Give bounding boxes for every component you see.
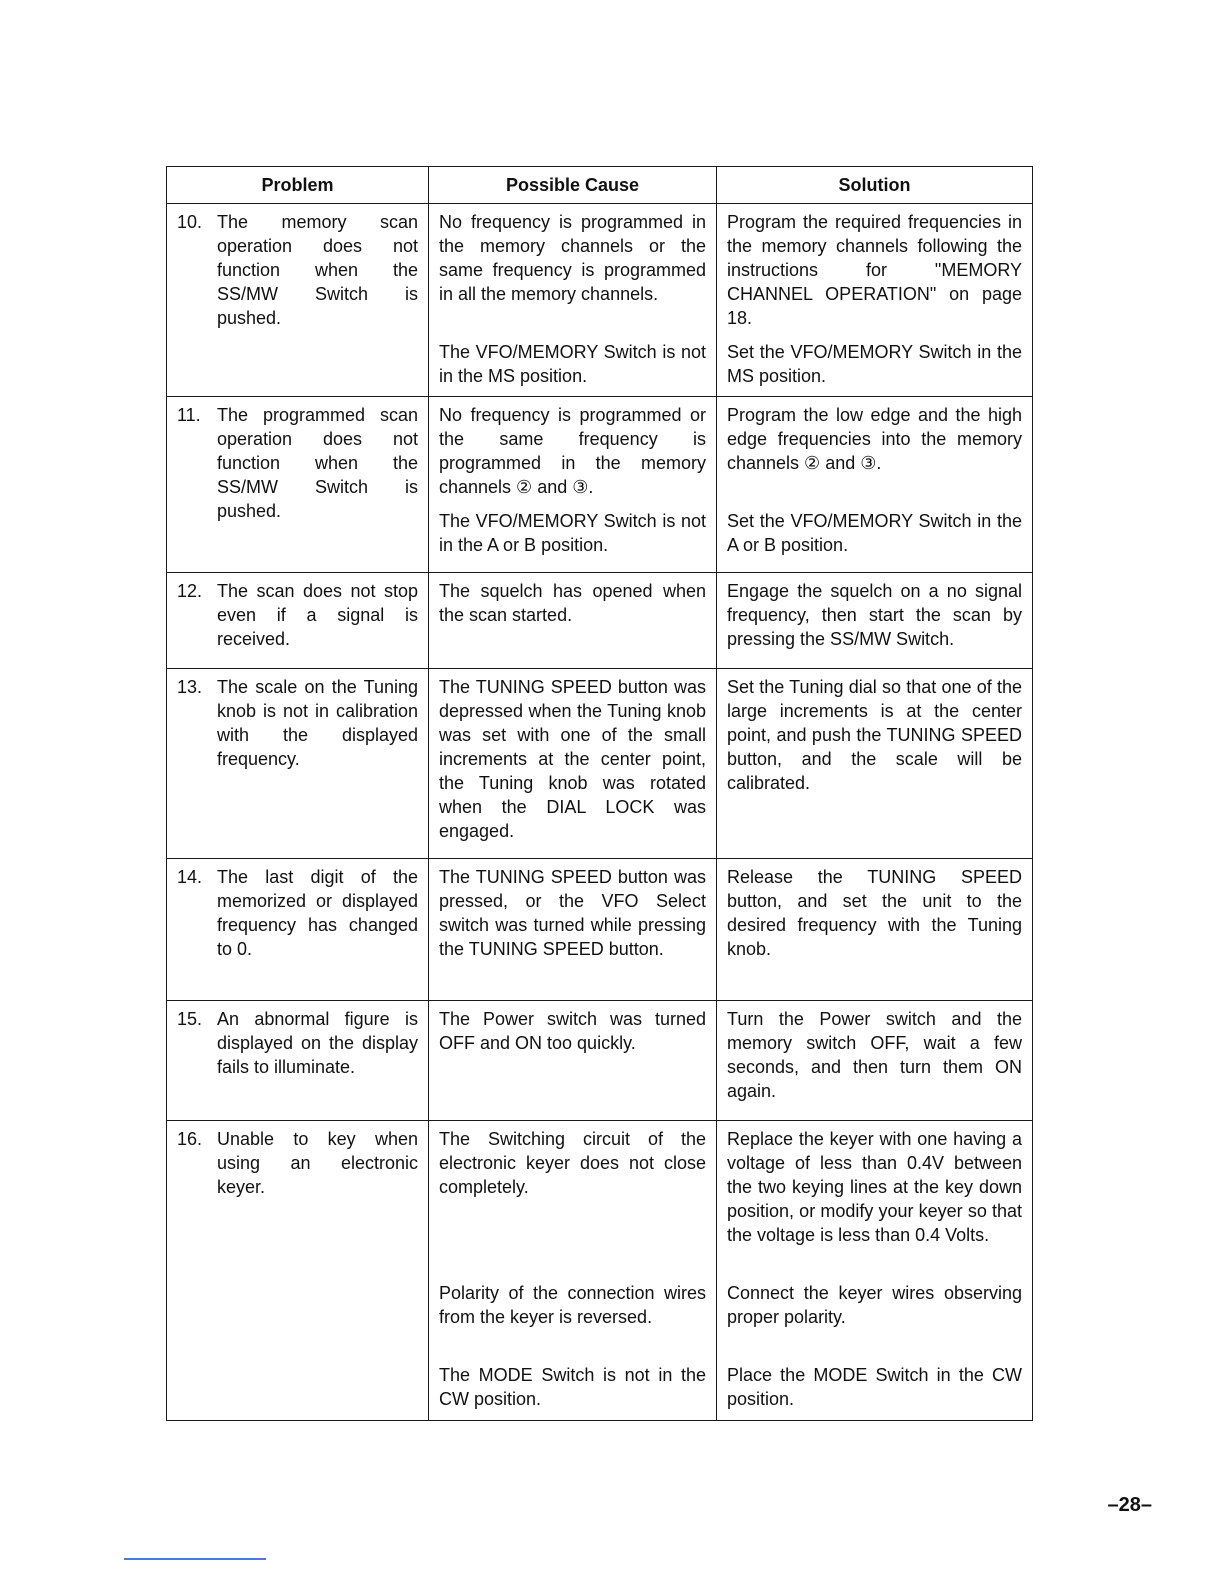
cause-text: The VFO/MEMORY Switch is not in the MS position. <box>439 342 706 386</box>
solution-text: Set the VFO/MEMORY Switch in the A or B position. <box>727 511 1022 555</box>
problem-cell <box>167 204 429 397</box>
solution-cell <box>717 859 1033 1001</box>
problem-text: An abnormal figure is displayed on the display fails to illuminate. <box>217 1009 418 1077</box>
cause-text: The Power switch was turned OFF and ON too quickly. <box>439 1009 706 1053</box>
table-row <box>167 1121 1033 1421</box>
cause-text: The Switching circuit of the electronic keyer does not close completely. <box>439 1129 706 1197</box>
row-number: 10. <box>177 212 203 232</box>
solution-cell <box>717 397 1033 573</box>
footer-rule <box>124 1558 266 1560</box>
cause-cell <box>429 1001 717 1121</box>
cause-cell <box>429 573 717 669</box>
cause-text: Polarity of the connection wires from the keyer is reversed. <box>439 1283 706 1327</box>
row-number: 12. <box>177 581 203 601</box>
problem-cell <box>167 669 429 859</box>
solution-cell <box>717 669 1033 859</box>
problem-cell <box>167 1001 429 1121</box>
troubleshooting-table <box>166 166 1033 1421</box>
header-solution: Solution <box>717 167 1033 204</box>
solution-text: Connect the keyer wires observing proper polarity. <box>727 1283 1022 1327</box>
header-possible-cause: Possible Cause <box>429 167 717 204</box>
problem-text: The last digit of the memorized or displayed frequency has changed to 0. <box>217 867 418 959</box>
row-number: 11. <box>177 405 201 425</box>
table-row <box>167 573 1033 669</box>
table-header-row <box>167 167 1033 204</box>
row-number: 15. <box>177 1009 203 1029</box>
cause-text: The TUNING SPEED button was pressed, or the VFO Select switch was turned while pressing the TUNING SPEED button. <box>439 867 706 959</box>
problem-text: Unable to key when using an electronic keyer. <box>217 1129 418 1197</box>
problem-text: The scan does not stop even if a signal is received. <box>217 581 418 649</box>
row-number: 14. <box>177 867 203 887</box>
problem-cell <box>167 397 429 573</box>
solution-text: Turn the Power switch and the memory switch OFF, wait a few seconds, and then turn them ON again. <box>727 1009 1022 1101</box>
row-number: 16. <box>177 1129 203 1149</box>
solution-text: Program the required frequencies in the memory channels following the instructions for "MEMORY CHANNEL OPERATION" on page 18. <box>727 212 1022 328</box>
table-row <box>167 669 1033 859</box>
solution-cell <box>717 204 1033 397</box>
cause-cell <box>429 669 717 859</box>
cause-cell <box>429 859 717 1001</box>
solution-text: Set the Tuning dial so that one of the large increments is at the center point, and push the TUNING SPEED button, and the scale will be calibrated. <box>727 677 1022 793</box>
cause-text: No frequency is programmed in the memory channels or the same frequency is programmed in all the memory channels. <box>439 212 706 304</box>
problem-text: The memory scan operation does not function when the SS/MW Switch is pushed. <box>217 212 418 328</box>
table-row <box>167 397 1033 573</box>
cause-text: The VFO/MEMORY Switch is not in the A or B position. <box>439 511 706 555</box>
table-row <box>167 204 1033 397</box>
solution-text: Set the VFO/MEMORY Switch in the MS position. <box>727 342 1022 386</box>
header-problem: Problem <box>167 167 429 204</box>
solution-text: Engage the squelch on a no signal frequency, then start the scan by pressing the SS/MW Switch. <box>727 581 1022 649</box>
cause-text: The squelch has opened when the scan started. <box>439 581 706 625</box>
table-row <box>167 859 1033 1001</box>
solution-cell <box>717 1001 1033 1121</box>
cause-cell <box>429 1121 717 1421</box>
solution-text: Program the low edge and the high edge frequencies into the memory channels ② and ③. <box>727 405 1022 473</box>
page-number: –28– <box>1107 1494 1152 1516</box>
problem-text: The scale on the Tuning knob is not in calibration with the displayed frequency. <box>217 677 418 769</box>
solution-cell <box>717 1121 1033 1421</box>
solution-text: Place the MODE Switch in the CW position. <box>727 1365 1022 1409</box>
cause-cell <box>429 397 717 573</box>
problem-cell <box>167 859 429 1001</box>
problem-cell <box>167 573 429 669</box>
problem-cell <box>167 1121 429 1421</box>
problem-text: The programmed scan operation does not function when the SS/MW Switch is pushed. <box>217 405 418 521</box>
cause-text: The MODE Switch is not in the CW position. <box>439 1365 706 1409</box>
solution-cell <box>717 573 1033 669</box>
cause-text: No frequency is programmed or the same frequency is programmed in the memory channels ② and ③. <box>439 405 706 497</box>
table-row <box>167 1001 1033 1121</box>
row-number: 13. <box>177 677 203 697</box>
cause-text: The TUNING SPEED button was depressed when the Tuning knob was set with one of the small increments at the center point, the Tuning knob was rotated when the DIAL LOCK was engaged. <box>439 677 706 841</box>
solution-text: Replace the keyer with one having a voltage of less than 0.4V between the two keying lines at the key down position, or modify your keyer so that the voltage is less than 0.4 Volts. <box>727 1129 1022 1245</box>
cause-cell <box>429 204 717 397</box>
solution-text: Release the TUNING SPEED button, and set the unit to the desired frequency with the Tuning knob. <box>727 867 1022 959</box>
